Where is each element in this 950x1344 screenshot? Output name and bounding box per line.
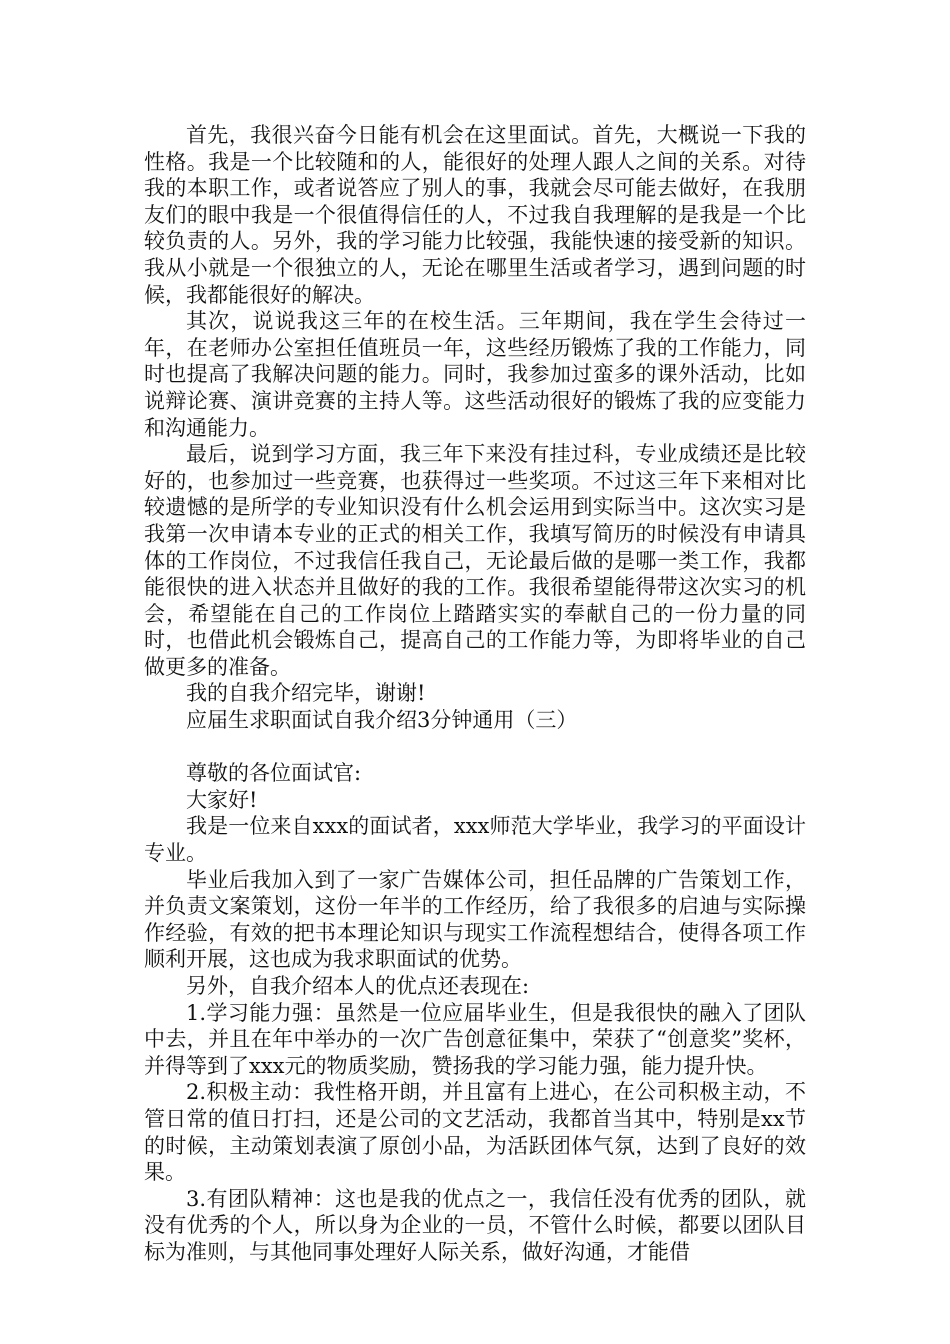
paragraph-campus-life: 其次，说说我这三年的在校生活。三年期间，我在学生会待过一年，在老师办公室担任值班员一年，这些经历锻炼了我的工作能力，同时也提高了我解决问题的能力。同时，我参加过蛮多的课外活动，比如说辩论赛、演讲竞赛的主持人等。这些活动很好的锻炼了我的应变能力和沟通能力。 [144,309,806,440]
paragraph-strength-2: 2.积极主动：我性格开朗，并且富有上进心，在公司积极主动，不管日常的值日打扫，还是公司的文艺活动，我都首当其中，特别是xx节的时候，主动策划表演了原创小品，为活跃团体气氛，达到了良好的效果。 [144,1080,806,1185]
paragraph-background: 我是一位来自xxx的面试者，xxx师范大学毕业，我学习的平面设计专业。 [144,814,806,866]
paragraph-study: 最后，说到学习方面，我三年下来没有挂过科，专业成绩还是比较好的，也参加过一些竞赛，也获得过一些奖项。不过这三年下来相对比较遗憾的是所学的专业知识没有什么机会运用到实际当中。这次实习是我第一次申请本专业的正式的相关工作，我填写简历的时候没有申请具体的工作岗位，不过我信任我自己，无论最后做的是哪一类工作，我都能很快的进入状态并且做好的我的工作。我很希望能得带这次实习的机会，希望能在自己的工作岗位上踏踏实实的奉献自己的一份力量的同时，也借此机会锻炼自己，提高自己的工作能力等，为即将毕业的自己做更多的准备。 [144,442,806,679]
paragraph-closing: 我的自我介绍完毕，谢谢! [186,681,426,706]
paragraph-strength-1: 1.学习能力强：虽然是一位应届毕业生，但是我很快的融入了团队中去，并且在年中举办的一次广告创意征集中，荣获了“创意奖”奖杯，并得等到了xxx元的物质奖励，赞扬我的学习能力强，能力提升快。 [144,1000,806,1078]
paragraph-strength-3: 3.有团队精神：这也是我的优点之一，我信任没有优秀的团队，就没有优秀的个人，所以身为企业的一员，不管什么时候，都要以团队目标为准则，与其他同事处理好人际关系，做好沟通，才能借 [144,1186,806,1264]
paragraph-experience: 毕业后我加入到了一家广告媒体公司，担任品牌的广告策划工作，并负责文案策划，这份一年半的工作经历，给了我很多的启迪与实际操作经验，有效的把书本理论知识与现实工作流程想结合，使得各项工作顺利开展，这也成为我求职面试的优势。 [144,867,806,972]
paragraph-salutation: 尊敬的各位面试官: [186,761,362,786]
paragraph-intro: 首先，我很兴奋今日能有机会在这里面试。首先，大概说一下我的性格。我是一个比较随和的人，能很好的处理人跟人之间的关系。对待我的本职工作，或者说答应了别人的事，我就会尽可能去做好，在我朋友们的眼中我是一个很值得信任的人，不过我自我理解的是我是一个比较负责的人。另外，我的学习能力比较强，我能快速的接受新的知识。我从小就是一个很独立的人，无论在哪里生活或者学习，遇到问题的时候，我都能很好的解决。 [144,123,806,307]
section-heading: 应届生求职面试自我介绍3分钟通用（三） [186,708,578,733]
blank-line [144,734,806,761]
document-body [144,122,806,1266]
paragraph-greeting: 大家好! [186,787,258,812]
paragraph-strengths-intro: 另外，自我介绍本人的优点还表现在: [186,974,530,998]
